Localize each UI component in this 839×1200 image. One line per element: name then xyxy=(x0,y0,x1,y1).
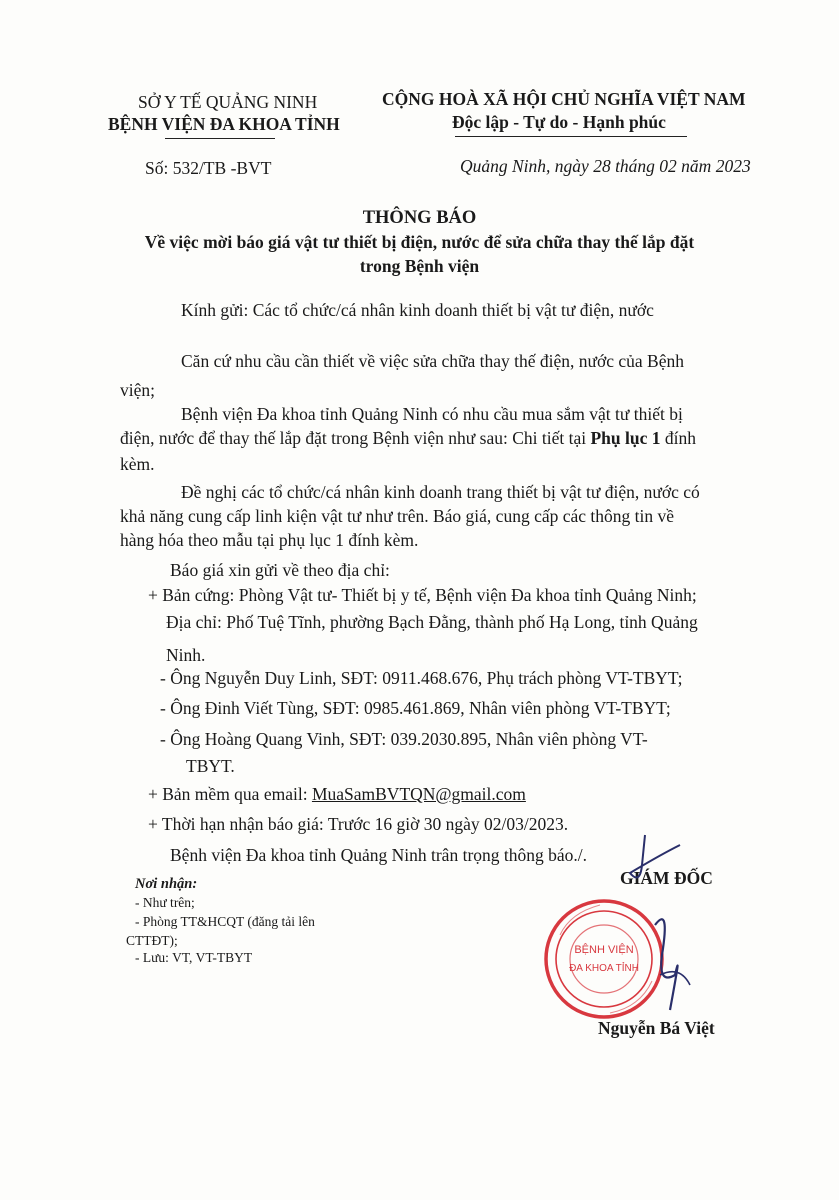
subject-line2: trong Bệnh viện xyxy=(359,256,480,276)
p3-line2: khả năng cung cấp linh kiện vật tư như trên. Báo giá, cung cấp các thông tin về xyxy=(120,506,675,526)
soft-copy-line xyxy=(148,784,526,805)
recipients-heading: Nơi nhận: xyxy=(135,876,198,892)
deadline: + Thời hạn nhận báo giá: Trước 16 giờ 30 ngày 02/03/2023. xyxy=(148,814,569,834)
address-line1: Địa chỉ: Phố Tuệ Tĩnh, phường Bạch Đằng, thành phố Hạ Long, tỉnh Quảng xyxy=(166,612,698,632)
signer-name: Nguyễn Bá Việt xyxy=(598,1018,715,1038)
p2-line2 xyxy=(120,428,696,449)
soft-copy-label: + Bản mềm qua email: xyxy=(148,784,312,804)
org-line1: SỞ Y TẾ QUẢNG NINH xyxy=(138,92,318,112)
doc-heading: THÔNG BÁO xyxy=(362,208,477,228)
p3-line3: hàng hóa theo mẫu tại phụ lục 1 đính kèm. xyxy=(120,530,419,550)
p2-line1: Bệnh viện Đa khoa tỉnh Quảng Ninh có nhu cầu mua sắm vật tư thiết bị xyxy=(181,404,683,424)
handwritten-signature-icon xyxy=(600,825,720,1025)
contact1: - Ông Nguyễn Duy Linh, SĐT: 0911.468.676, Phụ trách phòng VT-TBYT; xyxy=(160,668,683,688)
hard-copy-line1: + Bản cứng: Phòng Vật tư- Thiết bị y tế, Bệnh viện Đa khoa tỉnh Quảng Ninh; xyxy=(148,585,697,605)
doc-number: Số: 532/TB -BVT xyxy=(145,158,272,178)
seal-text-line1: BỆNH VIỆN xyxy=(574,944,634,956)
seal-text-line2: ĐA KHOA TỈNH xyxy=(569,963,639,974)
recipients-line1: - Như trên; xyxy=(135,895,195,910)
greeting: Kính gửi: Các tổ chức/cá nhân kinh doanh thiết bị vật tư điện, nước xyxy=(181,300,654,320)
date-line: Quảng Ninh, ngày 28 tháng 02 năm 2023 xyxy=(460,156,751,176)
appendix-ref: Phụ lục 1 xyxy=(590,428,661,448)
p1-line2: viện; xyxy=(120,380,155,400)
closing: Bệnh viện Đa khoa tỉnh Quảng Ninh trân trọng thông báo./. xyxy=(170,845,588,865)
p2-line2-text: điện, nước để thay thế lắp đặt trong Bệnh viện như sau: Chi tiết tại xyxy=(120,428,591,448)
contact3-line1: - Ông Hoàng Quang Vinh, SĐT: 039.2030.895, Nhân viên phòng VT- xyxy=(160,729,648,749)
p2-line2-tail: đính xyxy=(660,428,697,448)
subject-line1: Về việc mời báo giá vật tư thiết bị điện, nước để sửa chữa thay thế lắp đặt xyxy=(144,232,695,252)
motto-underline xyxy=(455,136,687,137)
recipients-line3: CTTĐT); xyxy=(126,933,178,948)
recipients-line4: - Lưu: VT, VT-TBYT xyxy=(135,950,253,965)
email-link[interactable]: MuaSamBVTQN@gmail.com xyxy=(311,784,526,804)
org-underline xyxy=(165,138,275,139)
p1-line1: Căn cứ nhu cầu cần thiết về việc sửa chữa thay thế điện, nước của Bệnh xyxy=(181,351,684,371)
country-line2: Độc lập - Tự do - Hạnh phúc xyxy=(452,112,666,132)
p2-line3: kèm. xyxy=(120,454,155,474)
p3-line1: Đề nghị các tổ chức/cá nhân kinh doanh trang thiết bị vật tư điện, nước có xyxy=(181,482,700,502)
country-line1: CỘNG HOÀ XÃ HỘI CHỦ NGHĨA VIỆT NAM xyxy=(382,89,746,109)
signer-title: GIÁM ĐỐC xyxy=(620,868,713,888)
contact3-line2: TBYT. xyxy=(186,756,235,776)
contact2: - Ông Đinh Viết Tùng, SĐT: 0985.461.869, Nhân viên phòng VT-TBYT; xyxy=(160,698,671,718)
recipients-line2: - Phòng TT&HCQT (đăng tải lên xyxy=(135,914,315,929)
org-line2: BỆNH VIỆN ĐA KHOA TỈNH xyxy=(108,114,340,134)
p4: Báo giá xin gửi về theo địa chỉ: xyxy=(170,560,390,580)
address-line2: Ninh. xyxy=(166,645,206,665)
